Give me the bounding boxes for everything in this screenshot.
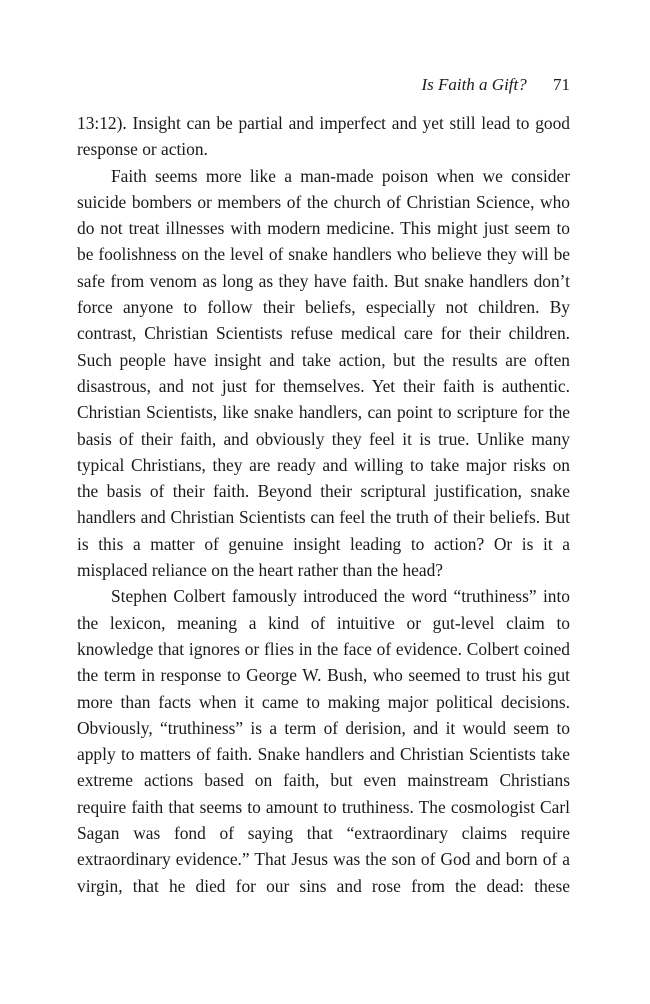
body-text xyxy=(77,110,570,899)
paragraph: Stephen Colbert famously introduced the word “truthiness” into the lexicon, meaning a kind of intuitive or gut-level claim to knowledge that ignores or flies in the face of evidence. Colbert coined the term in response to George W. Bush, who seemed to trust his gut more than facts when it came to making major political decisions. Obviously, “truthiness” is a term of derision, and it would seem to apply to matters of faith. Snake handlers and Christian Scientists take extreme actions based on faith, but even mainstream Christians require faith that seems to amount to truthiness. The cosmologist Carl Sagan was fond of saying that “extraordinary claims require extraordinary evidence.” That Jesus was the son of God and born of a virgin, that he died for our sins and rose from the dead: these xyxy=(77,586,570,896)
page-number: 71 xyxy=(553,75,570,94)
paragraph: Faith seems more like a man-made poison when we consider suicide bombers or members of the church of Christian Science, who do not treat illnesses with modern medicine. This might just seem to be foolishness on the level of snake handlers who believe they will be safe from venom as long as they have faith. But snake handlers don’t force anyone to follow their beliefs, especially not children. By contrast, Christian Scientists refuse medical care for their children. Such people have insight and take action, but the results are often disastrous, and not just for themselves. Yet their faith is authentic. Christian Scientists, like snake handlers, can point to scripture for the basis of their faith, and obviously they feel it is true. Unlike many typical Christians, they are ready and willing to take major risks on the basis of their faith. Beyond their scriptural justification, snake handlers and Christian Scientists can feel the truth of their beliefs. But is this a matter of genuine insight leading to action? Or is it a misplaced reliance on the heart rather than the head? xyxy=(77,165,570,581)
running-title: Is Faith a Gift? xyxy=(421,75,527,94)
running-head xyxy=(421,72,570,98)
paragraph: 13:12). Insight can be partial and imperfect and yet still lead to good response or action. xyxy=(77,113,570,160)
